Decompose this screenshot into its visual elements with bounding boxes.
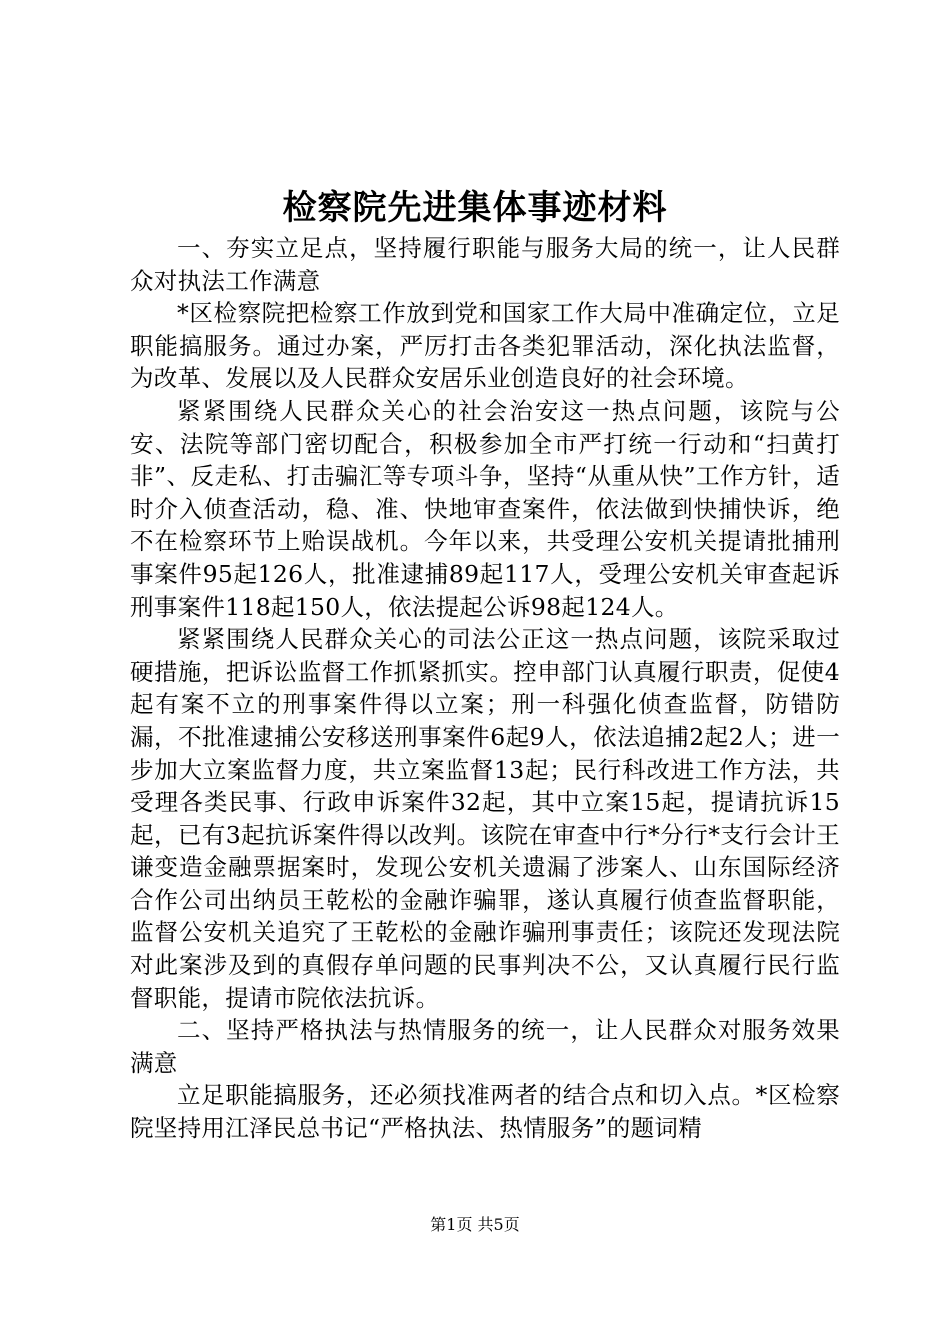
paragraph-4: 立足职能搞服务，还必须找准两者的结合点和切入点。*区检察院坚持用江泽民总书记“严格执法、热情服务”的题词精 <box>130 1081 840 1143</box>
section-heading-1: 一、夯实立足点，坚持履行职能与服务大局的统一，让人民群众对执法工作满意 <box>130 234 840 295</box>
section-heading-2: 二、坚持严格执法与热情服务的统一，让人民群众对服务效果满意 <box>130 1016 840 1077</box>
page-number-footer: 第1页 共5页 <box>430 1215 520 1234</box>
paragraph-1: *区检察院把检察工作放到党和国家工作大局中准确定位，立足职能搞服务。通过办案，严厉打击各类犯罪活动，深化执法监督，为改革、发展以及人民群众安居乐业创造良好的社会环境。 <box>130 299 840 393</box>
document-title: 检察院先进集体事迹材料 <box>282 188 668 228</box>
document-body <box>130 232 840 1145</box>
paragraph-2: 紧紧围绕人民群众关心的社会治安这一热点问题，该院与公安、法院等部门密切配合，积极参加全市严打统一行动和“扫黄打非”、反走私、打击骗汇等专项斗争，坚持“从重从快”工作方针，适时介入侦查活动，稳、准、快地审查案件，依法做到快捕快诉，绝不在检察环节上贻误战机。今年以来，共受理公安机关提请批捕刑事案件95起126人，批准逮捕89起117人，受理公安机关审查起诉刑事案件118起150人，依法提起公诉98起124人。 <box>130 396 840 621</box>
paragraph-3: 紧紧围绕人民群众关心的司法公正这一热点问题，该院采取过硬措施，把诉讼监督工作抓紧抓实。控申部门认真履行职责，促使4起有案不立的刑事案件得以立案；刑一科强化侦查监督，防错防漏，不批准逮捕公安移送刑事案件6起9人，依法追捕2起2人；进一步加大立案监督力度，共立案监督13起；民行科改进工作方法，共受理各类民事、行政申诉案件32起，其中立案15起，提请抗诉15起，已有3起抗诉案件得以改判。该院在审查中行*分行*支行会计王谦变造金融票据案时，发现公安机关遗漏了涉案人、山东国际经济合作公司出纳员王乾松的金融诈骗罪，遂认真履行侦查监督职能，监督公安机关追究了王乾松的金融诈骗刑事责任；该院还发现法院对此案涉及到的真假存单问题的民事判决不公，又认真履行民行监督职能，提请市院依法抗诉。 <box>130 625 840 1012</box>
